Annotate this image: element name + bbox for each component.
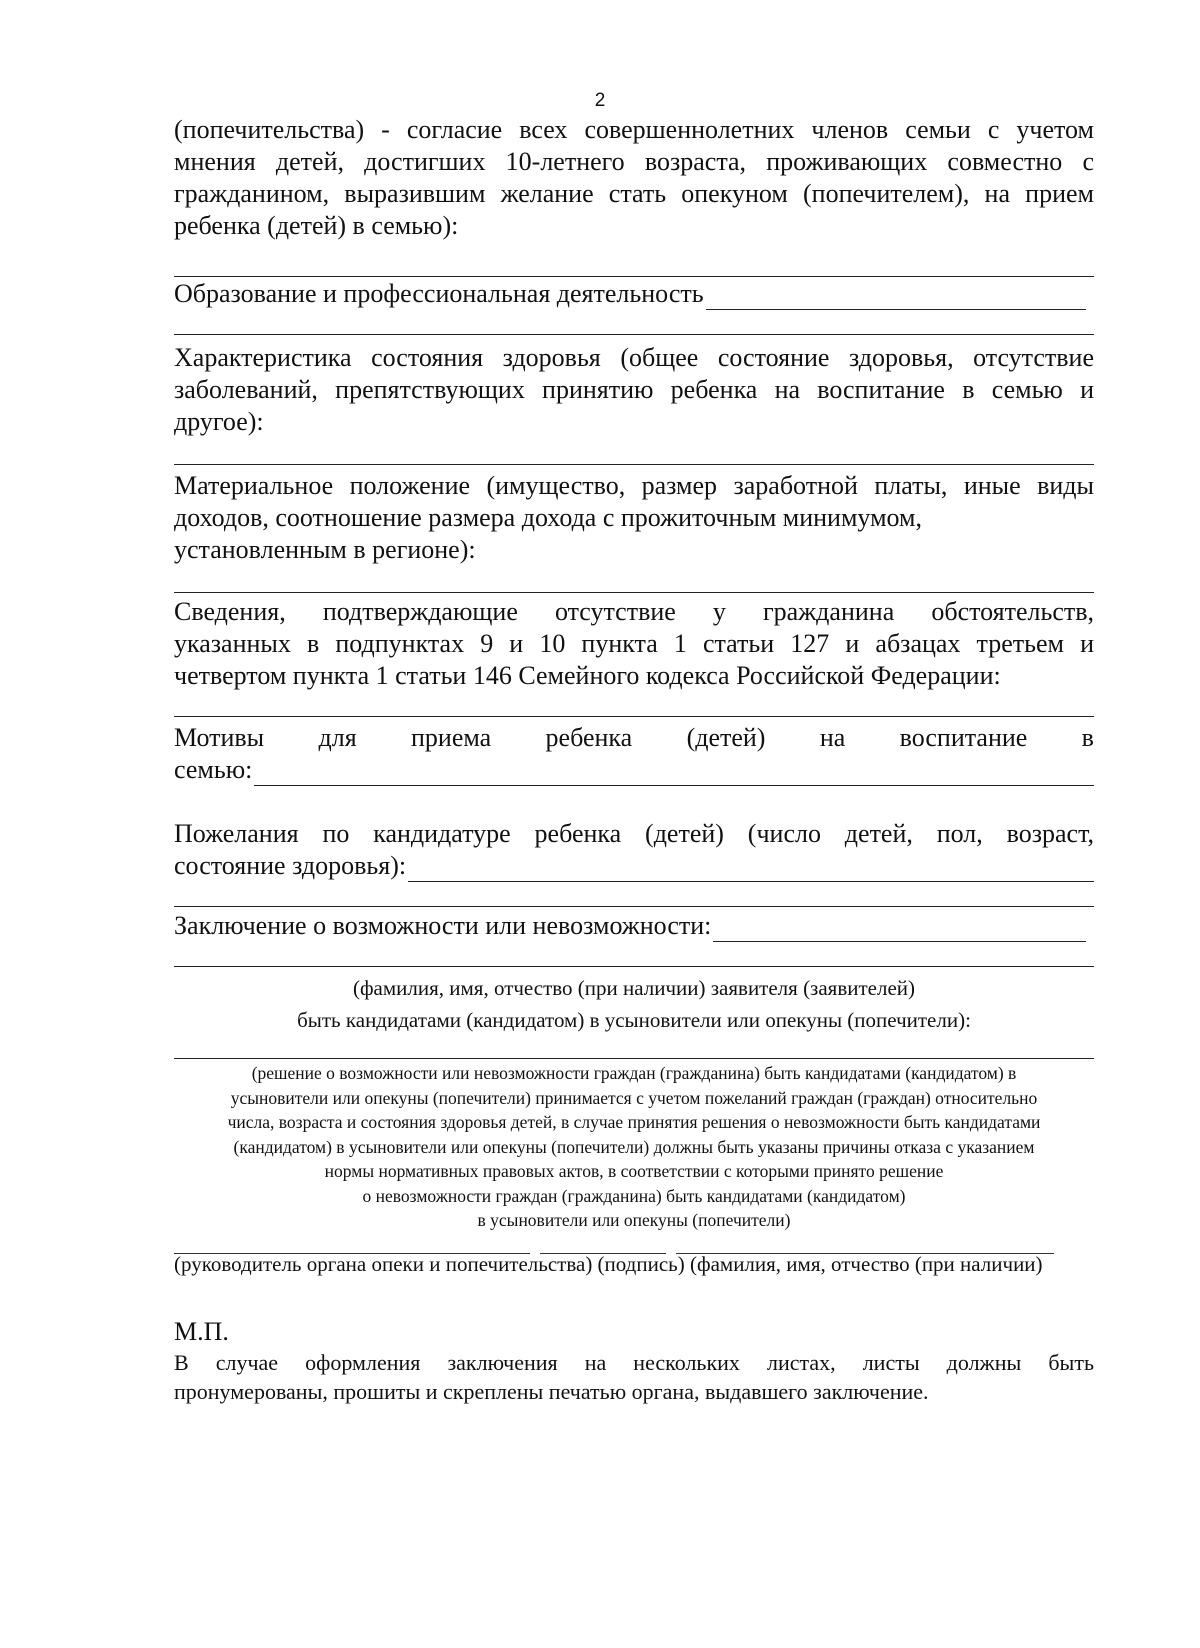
footer-note xyxy=(174,1348,1094,1406)
health-answer-line[interactable] xyxy=(174,464,1094,465)
education-extra-line[interactable] xyxy=(174,334,1094,335)
applicant-caption-line: (фамилия, имя, отчество (при наличии) заявителя (заявителей) xyxy=(352,976,916,1000)
motives-word: (детей) xyxy=(686,723,766,752)
info-line: Сведения, подтверждающие отсутствие у гражданина обстоятельств, xyxy=(174,597,1094,626)
info-paragraph xyxy=(174,596,1094,692)
motives-field xyxy=(174,754,1094,786)
material-paragraph xyxy=(174,470,1094,566)
footer-line: пронумерованы, прошиты и скреплены печатью органа, выдавшего заключение. xyxy=(174,1379,929,1404)
applicant-caption-line: быть кандидатами (кандидатом) в усыновители или опекуны (попечители): xyxy=(297,1008,971,1032)
signature-caption: (руководитель органа опеки и попечительства) (подпись) (фамилия, имя, отчество (при наличии) xyxy=(174,1252,1043,1276)
motives-word: Мотивы xyxy=(174,723,265,752)
conclusion-field xyxy=(174,910,1086,942)
education-answer-line[interactable] xyxy=(706,285,1086,310)
motives-answer-line[interactable] xyxy=(254,761,1094,786)
motives-word: воспитание xyxy=(899,723,1028,752)
info-answer-line[interactable] xyxy=(174,716,1094,717)
info-line: четвертом пункта 1 статьи 146 Семейного кодекса Российской Федерации: xyxy=(174,661,1001,690)
motives-word: ребенка xyxy=(545,723,633,752)
decision-caption-line: нормы нормативных правовых актов, в соответствии с которыми принято решение xyxy=(324,1161,944,1181)
wishes-field xyxy=(174,850,1094,882)
wishes-label: состояние здоровья): xyxy=(174,851,407,880)
health-line: другое): xyxy=(174,407,264,436)
decision-caption-line: (кандидатом) в усыновители или опекуны (попечители) должны быть указаны причины отказа с указанием xyxy=(233,1136,1035,1157)
decision-line[interactable] xyxy=(174,1058,1094,1059)
wishes-paragraph xyxy=(174,818,1094,882)
health-line: Характеристика состояния здоровья (общее состояние здоровья, отсутствие xyxy=(174,343,1094,372)
motives-line xyxy=(174,722,1094,754)
intro-line: мнения детей, достигших 10-летнего возраста, проживающих совместно с xyxy=(174,147,1094,176)
decision-caption-line: в усыновители или опекуны (попечители) xyxy=(477,1210,791,1230)
intro-line: (попечительства) - согласие всех совершеннолетних членов семьи с учетом xyxy=(174,115,1094,144)
motives-paragraph xyxy=(174,722,1094,786)
decision-caption-line: усыновители или опекуны (попечители) принимается с учетом пожеланий граждан (граждан) относительно xyxy=(230,1087,1038,1108)
footer-line: В случае оформления заключения на нескольких листах, листы должны быть xyxy=(174,1350,1094,1375)
wishes-line: Пожелания по кандидатуре ребенка (детей) (число детей, пол, возраст, xyxy=(174,819,1094,848)
applicant-name-line[interactable] xyxy=(174,966,1094,967)
motives-word: приема xyxy=(411,723,492,752)
motives-word: для xyxy=(318,723,357,752)
motives-word: на xyxy=(819,723,846,752)
conclusion-label: Заключение о возможности или невозможности: xyxy=(174,911,712,940)
decision-caption xyxy=(174,1061,1094,1233)
health-line: заболеваний, препятствующих принятию ребенка на воспитание в семью и xyxy=(174,375,1094,404)
conclusion-answer-line[interactable] xyxy=(713,917,1086,942)
health-paragraph xyxy=(174,342,1094,438)
material-answer-line[interactable] xyxy=(174,592,1094,593)
education-label: Образование и профессиональная деятельность xyxy=(174,279,704,308)
wishes-extra-line[interactable] xyxy=(174,906,1094,907)
intro-paragraph xyxy=(174,114,1094,242)
decision-caption-line: (решение о возможности или невозможности граждан (гражданина) быть кандидатами (кандидатом) в xyxy=(251,1063,1017,1083)
stamp-label: М.П. xyxy=(174,1317,229,1346)
motives-label: семью: xyxy=(174,755,253,784)
info-line: указанных в подпунктах 9 и 10 пункта 1 статьи 127 и абзацах третьем и xyxy=(174,629,1094,658)
decision-caption-line: числа, возраста и состояния здоровья детей, в случае принятия решения о невозможности быть кандидатами xyxy=(227,1112,1041,1132)
intro-line: ребенка (детей) в семью): xyxy=(174,211,459,240)
material-line: Материальное положение (имущество, размер заработной платы, иные виды xyxy=(174,471,1094,500)
decision-caption-line: о невозможности граждан (гражданина) быть кандидатами (кандидатом) xyxy=(362,1185,906,1206)
material-line: доходов, соотношение размера дохода с прожиточным минимумом, xyxy=(174,503,922,532)
page-number: 2 xyxy=(594,90,606,111)
intro-line: гражданином, выразившим желание стать опекуном (попечителем), на прием xyxy=(174,179,1094,208)
wishes-answer-line[interactable] xyxy=(408,857,1094,882)
material-line: установленным в регионе): xyxy=(174,535,476,564)
applicant-caption xyxy=(174,972,1094,1036)
motives-word: в xyxy=(1081,723,1094,752)
intro-answer-line[interactable] xyxy=(174,276,1094,277)
education-field xyxy=(174,278,1086,310)
